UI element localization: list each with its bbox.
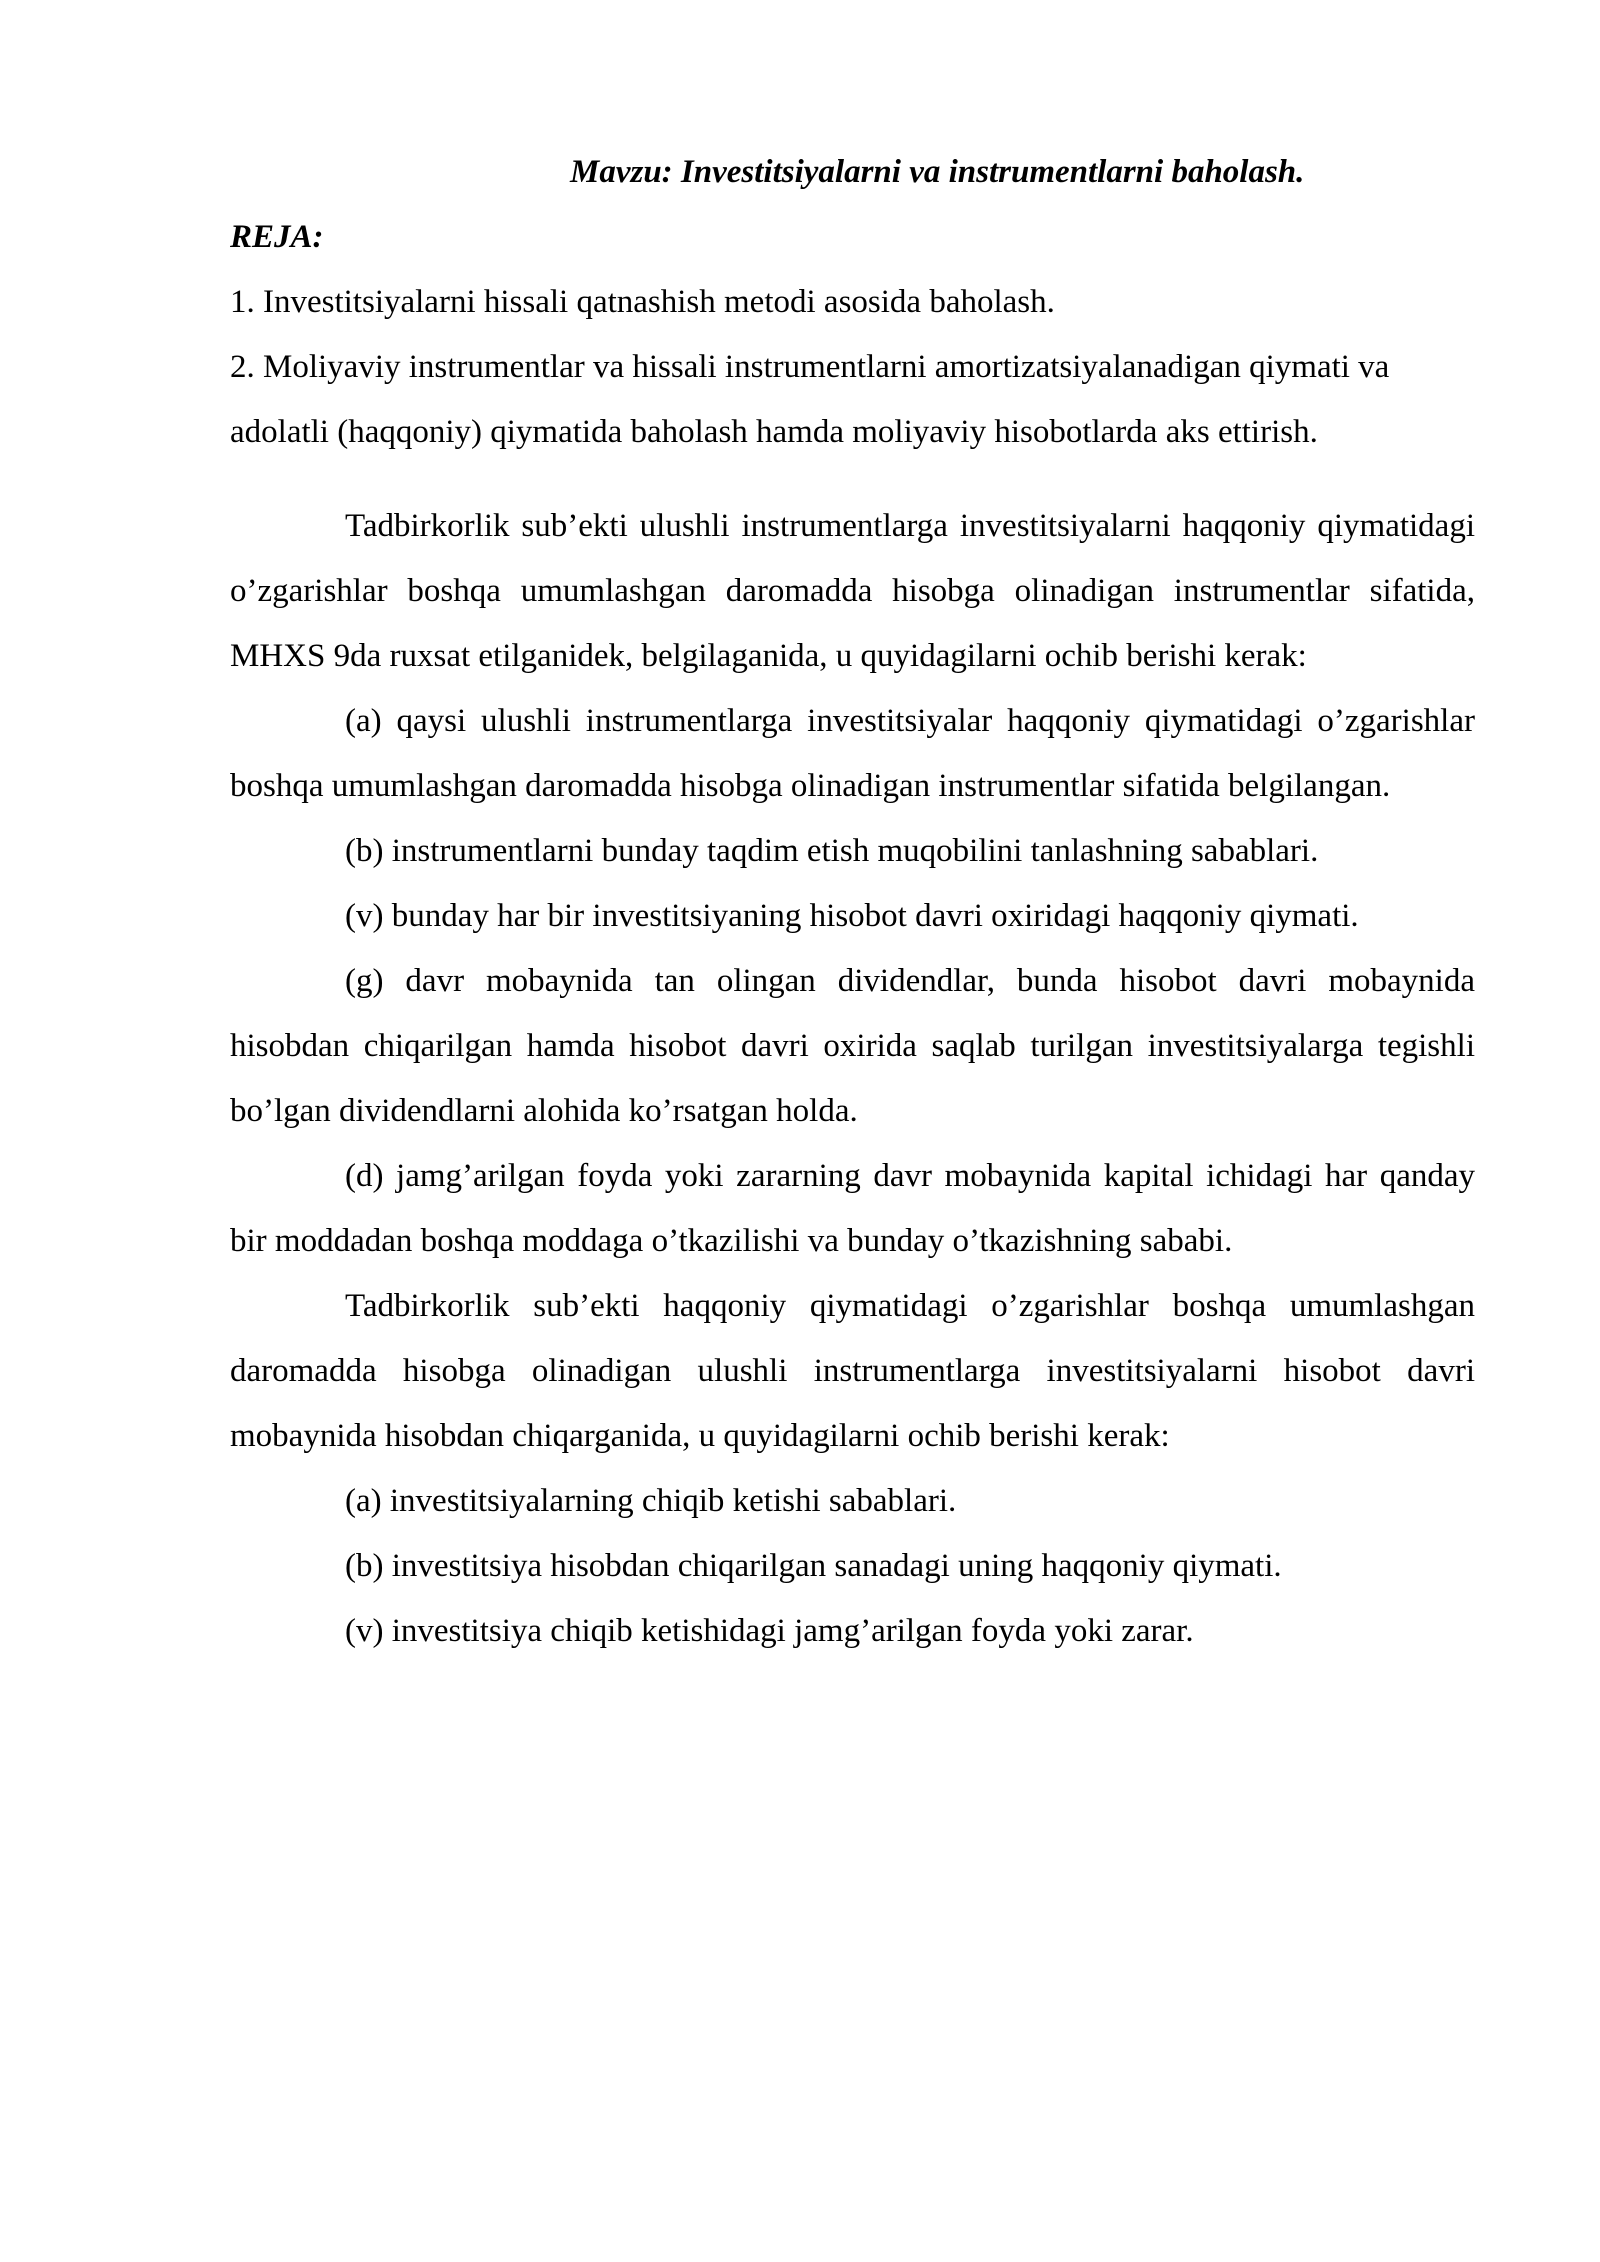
list-item-v-2: (v) investitsiya chiqib ketishidagi jamg’arilgan foyda yoki zarar. xyxy=(345,1613,1194,1649)
document-title: Mavzu: Investitsiyalarni va instrumentlarni baholash. xyxy=(570,154,1305,190)
list-item-a-2: (a) investitsiyalarning chiqib ketishi sabablari. xyxy=(345,1483,957,1519)
list-item-d-1: (d) jamg’arilgan foyda yoki zararning davr mobaynida kapital ichidagi har qanday bir moddadan boshqa moddaga o’tkazilishi va bunday o’tkazishning sababi. xyxy=(230,1158,1475,1259)
plan-item-2: 2. Moliyaviy instrumentlar va hissali instrumentlarni amortizatsiyalanadigan qiymati va adolatli (haqqoniy) qiymatida baholash hamda moliyaviy hisobotlarda aks ettirish. xyxy=(230,349,1390,450)
body-paragraph-2: Tadbirkorlik sub’ekti haqqoniy qiymatidagi o’zgarishlar boshqa umumlashgan daromadda hisobga olinadigan ulushli instrumentlarga investitsiyalarni hisobot davri mobaynida hisobdan chiqarganida, u quyidagilarni ochib berishi kerak: xyxy=(230,1288,1475,1454)
list-item-g-1: (g) davr mobaynida tan olingan dividendlar, bunda hisobot davri mobaynida hisobdan chiqarilgan hamda hisobot davri oxirida saqlab turilgan investitsiyalarga tegishli bo’lgan dividendlarni alohida ko’rsatgan holda. xyxy=(230,963,1475,1129)
body-paragraph-1: Tadbirkorlik sub’ekti ulushli instrumentlarga investitsiyalarni haqqoniy qiymatidagi o’zgarishlar boshqa umumlashgan daromadda hisobga olinadigan instrumentlar sifatida, MHXS 9da ruxsat etilganidek, belgilaganida, u quyidagilarni ochib berishi kerak: xyxy=(230,508,1475,674)
plan-item-1: 1. Investitsiyalarni hissali qatnashish metodi asosida baholash. xyxy=(230,284,1055,320)
plan-heading: REJA: xyxy=(230,219,324,255)
list-item-v-1: (v) bunday har bir investitsiyaning hisobot davri oxiridagi haqqoniy qiymati. xyxy=(345,898,1359,934)
list-item-a-1: (a) qaysi ulushli instrumentlarga investitsiyalar haqqoniy qiymatidagi o’zgarishlar boshqa umumlashgan daromadda hisobga olinadigan instrumentlar sifatida belgilangan. xyxy=(230,703,1475,804)
list-item-b-1: (b) instrumentlarni bunday taqdim etish muqobilini tanlashning sabablari. xyxy=(345,833,1319,869)
list-item-b-2: (b) investitsiya hisobdan chiqarilgan sanadagi uning haqqoniy qiymati. xyxy=(345,1548,1282,1584)
plan-list xyxy=(230,270,1475,465)
document-page xyxy=(230,140,1475,1664)
